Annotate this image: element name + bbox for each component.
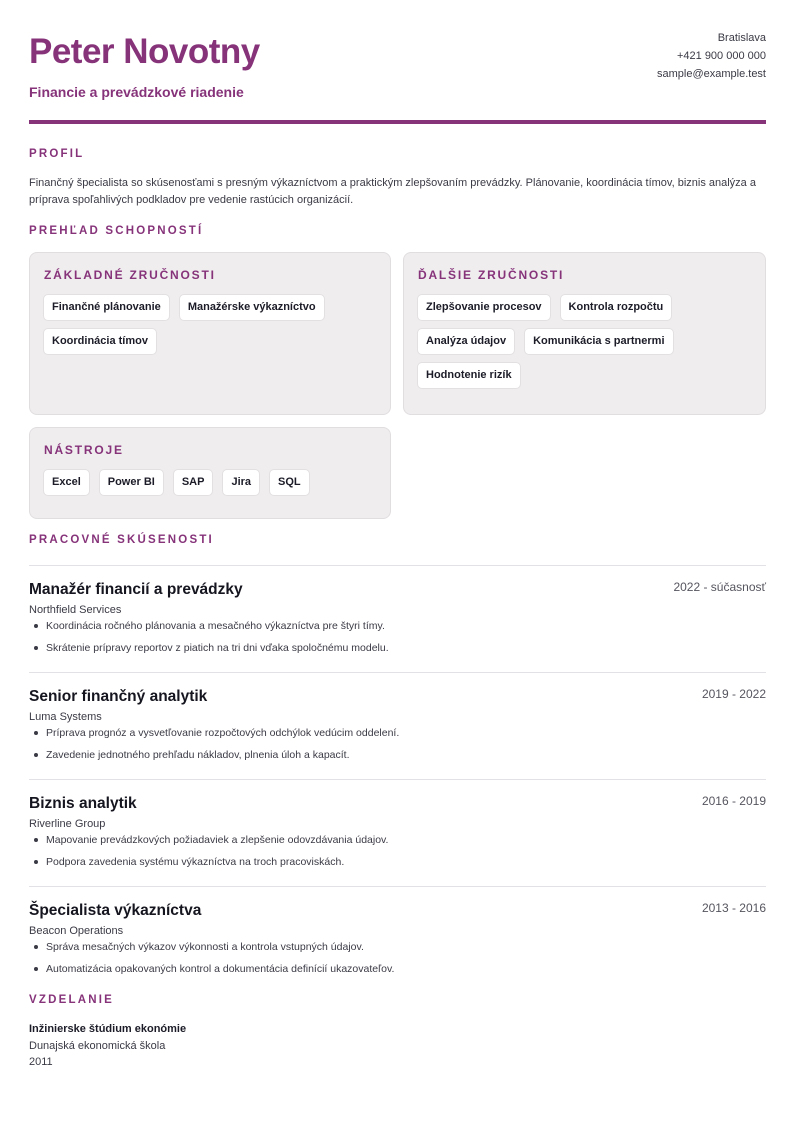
- education-school: Dunajská ekonomická škola: [29, 1040, 166, 1052]
- job-dates: 2019 - 2022: [701, 687, 766, 701]
- job-company: Northfield Services: [29, 604, 122, 616]
- profile-heading: PROFIL: [29, 148, 85, 160]
- tools-card: [29, 427, 391, 519]
- resume-page: [29, 0, 766, 1068]
- person-role: Financie a prevádzkové riadenie: [29, 84, 244, 100]
- job-bullets: [46, 726, 746, 769]
- education-heading: VZDELANIE: [29, 994, 114, 1006]
- job-company: Luma Systems: [29, 711, 102, 723]
- job-bullets: [46, 940, 746, 983]
- skill-chip: Manažérske výkazníctvo: [179, 294, 325, 321]
- tool-chip: Jira: [222, 469, 260, 496]
- job-bullets: [46, 619, 746, 662]
- job-bullet: Podpora zavedenia systému výkazníctva na troch pracoviskách.: [46, 855, 746, 869]
- job-company: Beacon Operations: [29, 925, 124, 937]
- job-title: Senior finančný analytik: [29, 688, 208, 705]
- job-entry: [29, 672, 766, 779]
- tool-chip: SAP: [173, 469, 214, 496]
- job-title: Manažér financií a prevádzky: [29, 581, 243, 598]
- person-name: Peter Novotny: [29, 32, 260, 71]
- tools-title: NÁSTROJE: [44, 443, 124, 457]
- tool-chip: Excel: [43, 469, 90, 496]
- job-company: Riverline Group: [29, 818, 106, 830]
- core-skills-chips: [43, 294, 377, 355]
- contact-city: Bratislava: [717, 32, 766, 44]
- skill-chip: Koordinácia tímov: [43, 328, 157, 355]
- job-bullet: Príprava prognóz a vysvetľovanie rozpočtových odchýlok vedúcim oddelení.: [46, 726, 746, 740]
- skill-chip: Komunikácia s partnermi: [524, 328, 673, 355]
- contact-phone: +421 900 000 000: [676, 50, 766, 62]
- job-dates: 2016 - 2019: [701, 794, 766, 808]
- tool-chip: SQL: [269, 469, 310, 496]
- profile-text: Finančný špecialista so skúsenosťami s presným výkazníctvom a praktickým zlepšovaním prevádzky. Plánovanie, koordinácia tímov, biznis analýza a príprava spoľahlivých podkladov pre vedenie rastúcich organizácií.: [29, 177, 756, 206]
- job-entry: [29, 565, 766, 672]
- job-bullet: Skrátenie prípravy reportov z piatich na tri dni vďaka spoločnému modelu.: [46, 641, 746, 655]
- skill-chip: Finančné plánovanie: [43, 294, 170, 321]
- tools-chips: [43, 469, 377, 496]
- job-dates: 2022 - súčasnosť: [673, 580, 766, 594]
- contact-email: sample@example.test: [657, 68, 766, 80]
- resume-header: [29, 0, 766, 124]
- other-skills-card: [403, 252, 766, 415]
- education-year: 2011: [29, 1056, 53, 1068]
- job-title: Biznis analytik: [29, 795, 137, 812]
- tool-chip: Power BI: [99, 469, 164, 496]
- other-skills-chips: [417, 294, 752, 389]
- job-bullet: Zavedenie jednotného prehľadu nákladov, plnenia úloh a kapacít.: [46, 748, 746, 762]
- experience-heading: PRACOVNÉ SKÚSENOSTI: [29, 534, 214, 546]
- job-bullet: Správa mesačných výkazov výkonnosti a kontrola vstupných údajov.: [46, 940, 746, 954]
- other-skills-title: ĎALŠIE ZRUČNOSTI: [418, 268, 565, 282]
- job-bullet: Mapovanie prevádzkových požiadaviek a zlepšenie odovzdávania údajov.: [46, 833, 746, 847]
- job-bullet: Automatizácia opakovaných kontrol a dokumentácia definícií ukazovateľov.: [46, 962, 746, 976]
- skills-heading: PREHĽAD SCHOPNOSTÍ: [29, 225, 204, 237]
- job-title: Špecialista výkazníctva: [29, 902, 202, 919]
- skill-chip: Analýza údajov: [417, 328, 515, 355]
- skill-chip: Zlepšovanie procesov: [417, 294, 551, 321]
- skill-chip: Kontrola rozpočtu: [560, 294, 673, 321]
- education-degree: Inžinierske štúdium ekonómie: [29, 1023, 187, 1035]
- skill-chip: Hodnotenie rizík: [417, 362, 521, 389]
- core-skills-card: [29, 252, 391, 415]
- job-entry: [29, 779, 766, 886]
- job-bullet: Koordinácia ročného plánovania a mesačného výkazníctva pre štyri tímy.: [46, 619, 746, 633]
- job-bullets: [46, 833, 746, 876]
- job-entry: [29, 886, 766, 986]
- job-dates: 2013 - 2016: [701, 901, 766, 915]
- core-skills-title: ZÁKLADNÉ ZRUČNOSTI: [44, 268, 216, 282]
- contact-block: [657, 29, 766, 83]
